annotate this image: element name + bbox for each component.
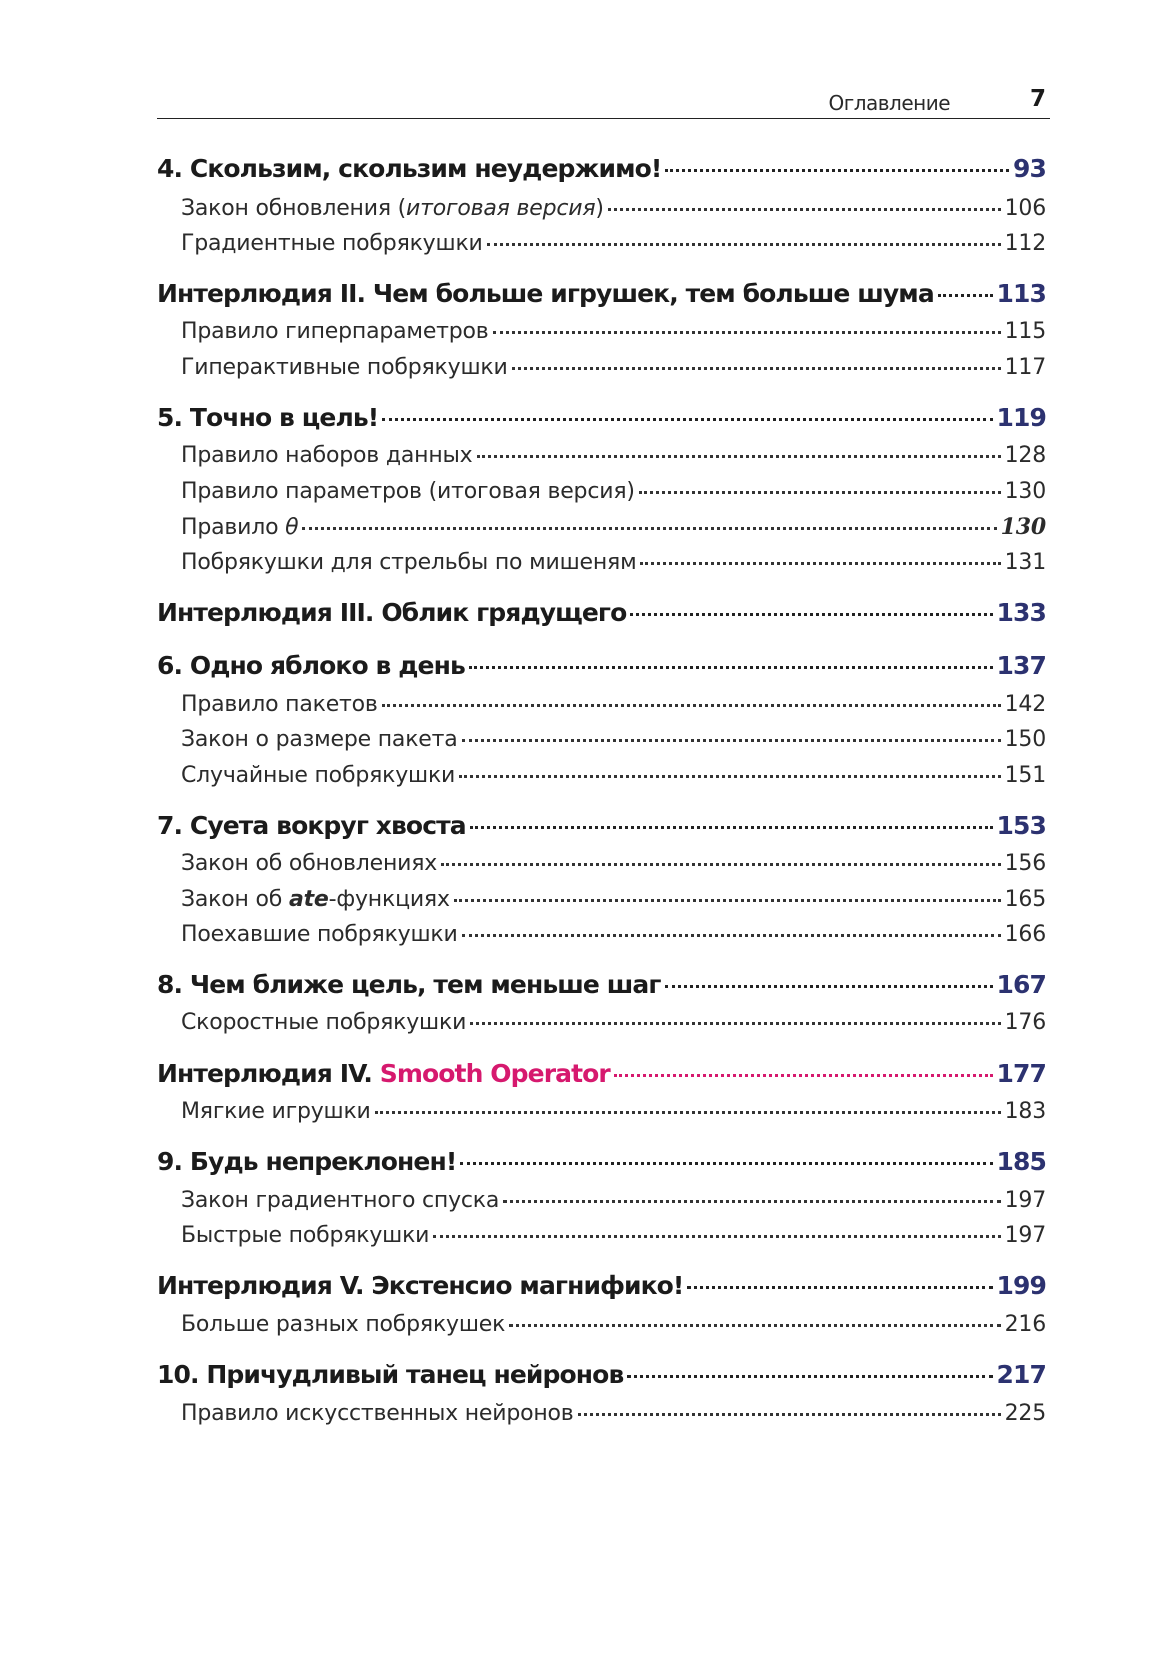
- toc-entry-title: 9. Будь непреклонен!: [157, 1147, 457, 1176]
- toc-entry-title: Правило пакетов: [181, 692, 378, 717]
- toc-chapter-entry: [157, 970, 1046, 999]
- toc-entry-title: Закон о размере пакета: [181, 727, 458, 752]
- toc-entry-title: Правило параметров (итоговая версия): [181, 479, 635, 504]
- toc-section-entry: [181, 479, 1046, 504]
- dot-leader: [614, 1074, 993, 1077]
- dot-leader: [665, 169, 1009, 172]
- toc-page-number: 115: [1004, 319, 1046, 344]
- toc-entry-title: Интерлюдия II. Чем больше игрушек, тем больше шума: [157, 279, 934, 308]
- toc-page-number: 150: [1004, 727, 1046, 752]
- dot-leader: [665, 985, 993, 988]
- toc-page-number: 151: [1004, 763, 1046, 788]
- toc-page-number: 119: [996, 403, 1046, 432]
- toc-entry-title: 7. Суета вокруг хвоста: [157, 811, 466, 840]
- dot-leader: [640, 562, 1000, 565]
- dot-leader: [441, 863, 1000, 866]
- toc-chapter-entry: [157, 1360, 1046, 1389]
- toc-entry-title: Гиперактивные побрякушки: [181, 355, 508, 380]
- toc-page-number: 176: [1004, 1010, 1046, 1035]
- running-head: [157, 84, 1050, 119]
- toc-page-number: 165: [1004, 887, 1046, 912]
- dot-leader: [512, 367, 1001, 370]
- italic-fragment: θ: [285, 515, 299, 540]
- toc-page-number: 185: [996, 1147, 1046, 1176]
- toc-entry-title: Правило искусственных нейронов: [181, 1401, 574, 1426]
- dot-leader: [639, 491, 1001, 494]
- toc-section-entry: [181, 1223, 1046, 1248]
- dot-leader: [302, 527, 996, 530]
- dot-leader: [687, 1286, 992, 1289]
- dot-leader: [938, 294, 993, 297]
- toc-page-number: 177: [996, 1059, 1046, 1088]
- toc-page-number: 131: [1004, 550, 1046, 575]
- text-fragment: -функциях: [328, 887, 450, 912]
- toc-entry-title: 10. Причудливый танец нейронов: [157, 1360, 624, 1389]
- toc-page-number: 128: [1004, 443, 1046, 468]
- toc-entry-title: [157, 1059, 610, 1088]
- page-number: 7: [1029, 86, 1046, 112]
- toc-entry-title: Правило гиперпараметров: [181, 319, 489, 344]
- toc-section-entry: [181, 514, 1046, 540]
- running-head-title: Оглавление: [828, 91, 950, 115]
- toc-entry-title: 8. Чем ближе цель, тем меньше шаг: [157, 970, 661, 999]
- toc-page-number: 199: [996, 1271, 1046, 1300]
- dot-leader: [487, 243, 1001, 246]
- toc-page-number: 225: [1004, 1401, 1046, 1426]
- italic-fragment: итоговая версия: [406, 196, 596, 221]
- bold-italic-fragment: ate: [288, 887, 329, 912]
- toc-page-number: 183: [1004, 1099, 1046, 1124]
- toc-entry-title: Правило наборов данных: [181, 443, 473, 468]
- text-fragment: Закон обновления (: [181, 196, 407, 221]
- toc-section-entry: [181, 1401, 1046, 1426]
- toc-page-number: 130: [1000, 514, 1046, 540]
- toc-entry-title: Интерлюдия V. Экстенсио магнифико!: [157, 1271, 684, 1300]
- toc-page-number: 142: [1004, 692, 1046, 717]
- dot-leader: [578, 1413, 1001, 1416]
- toc-section-entry: [181, 319, 1046, 344]
- toc-entry-title: 4. Скользим, скользим неудержимо!: [157, 154, 662, 183]
- toc-page-number: 197: [1004, 1223, 1046, 1248]
- highlighted-fragment: Smooth Operator: [379, 1059, 610, 1088]
- toc-page-number: 153: [996, 811, 1046, 840]
- toc-page-number: 106: [1004, 196, 1046, 221]
- dot-leader: [462, 739, 1001, 742]
- toc-section-entry: [181, 727, 1046, 752]
- text-fragment: ): [595, 196, 604, 221]
- toc-entry-title: Скоростные побрякушки: [181, 1010, 467, 1035]
- toc-section-entry: [181, 922, 1046, 947]
- toc-section-entry: [181, 763, 1046, 788]
- toc-entry-title: 5. Точно в цель!: [157, 403, 379, 432]
- toc-chapter-entry: [157, 154, 1046, 183]
- toc-chapter-entry: [157, 1271, 1046, 1300]
- text-fragment: Правило: [181, 515, 286, 540]
- toc-chapter-entry: [157, 651, 1046, 680]
- toc-section-entry: [181, 1099, 1046, 1124]
- toc-section-entry: [181, 355, 1046, 380]
- dot-leader: [503, 1200, 1000, 1203]
- toc-chapter-entry: [157, 1059, 1046, 1088]
- toc-page-number: 117: [1004, 355, 1046, 380]
- toc-page-number: 133: [996, 598, 1046, 627]
- dot-leader: [469, 666, 993, 669]
- toc-page-number: 216: [1004, 1312, 1046, 1337]
- toc-page-number: 137: [996, 651, 1046, 680]
- toc-section-entry: [181, 692, 1046, 717]
- dot-leader: [630, 613, 992, 616]
- toc-entry-title: Быстрые побрякушки: [181, 1223, 430, 1248]
- toc-section-entry: [181, 851, 1046, 876]
- toc-section-entry: [181, 550, 1046, 575]
- toc-chapter-entry: [157, 279, 1046, 308]
- toc-section-entry: [181, 887, 1046, 912]
- toc-section-entry: [181, 1188, 1046, 1213]
- toc-section-entry: [181, 443, 1046, 468]
- toc-entry-title: Поехавшие побрякушки: [181, 922, 458, 947]
- toc-page-number: 156: [1004, 851, 1046, 876]
- dot-leader: [627, 1375, 992, 1378]
- dot-leader: [382, 704, 1001, 707]
- toc-entry-title: Больше разных побрякушек: [181, 1312, 506, 1337]
- dot-leader: [477, 455, 1001, 458]
- toc-entry-title: Случайные побрякушки: [181, 763, 456, 788]
- dot-leader: [433, 1235, 1000, 1238]
- toc-entry-title: [181, 515, 298, 540]
- toc-entry-title: 6. Одно яблоко в день: [157, 651, 465, 680]
- toc-section-entry: [181, 1010, 1046, 1035]
- toc-section-entry: [181, 196, 1046, 221]
- toc-chapter-entry: [157, 811, 1046, 840]
- toc-entry-title: Мягкие игрушки: [181, 1099, 371, 1124]
- dot-leader: [460, 1162, 992, 1165]
- dot-leader: [454, 899, 1001, 902]
- toc-page-number: 166: [1004, 922, 1046, 947]
- toc-page-number: 167: [996, 970, 1046, 999]
- toc-entry-title: Интерлюдия III. Облик грядущего: [157, 598, 627, 627]
- toc-section-entry: [181, 1312, 1046, 1337]
- dot-leader: [459, 775, 1000, 778]
- toc-page-number: 112: [1004, 231, 1046, 256]
- toc-page-number: 197: [1004, 1188, 1046, 1213]
- toc-entry-title: [181, 196, 604, 221]
- text-fragment: Интерлюдия IV.: [157, 1059, 380, 1088]
- toc-entry-title: Побрякушки для стрельбы по мишеням: [181, 550, 637, 575]
- dot-leader: [608, 208, 1001, 211]
- dot-leader: [493, 331, 1001, 334]
- toc-chapter-entry: [157, 403, 1046, 432]
- dot-leader: [462, 934, 1001, 937]
- dot-leader: [375, 1111, 1001, 1114]
- toc-chapter-entry: [157, 598, 1046, 627]
- dot-leader: [470, 1022, 1000, 1025]
- toc-section-entry: [181, 231, 1046, 256]
- toc-page-number: 217: [996, 1360, 1046, 1389]
- toc-entry-title: Закон об обновлениях: [181, 851, 438, 876]
- text-fragment: Закон об: [181, 887, 289, 912]
- dot-leader: [382, 418, 992, 421]
- dot-leader: [509, 1324, 1000, 1327]
- toc-page-number: 130: [1004, 479, 1046, 504]
- toc-entry-title: [181, 887, 450, 912]
- toc-page-number: 113: [996, 279, 1046, 308]
- dot-leader: [470, 826, 993, 829]
- toc-page-number: 93: [1013, 154, 1046, 183]
- toc-entry-title: Закон градиентного спуска: [181, 1188, 500, 1213]
- toc-entry-title: Градиентные побрякушки: [181, 231, 483, 256]
- toc-chapter-entry: [157, 1147, 1046, 1176]
